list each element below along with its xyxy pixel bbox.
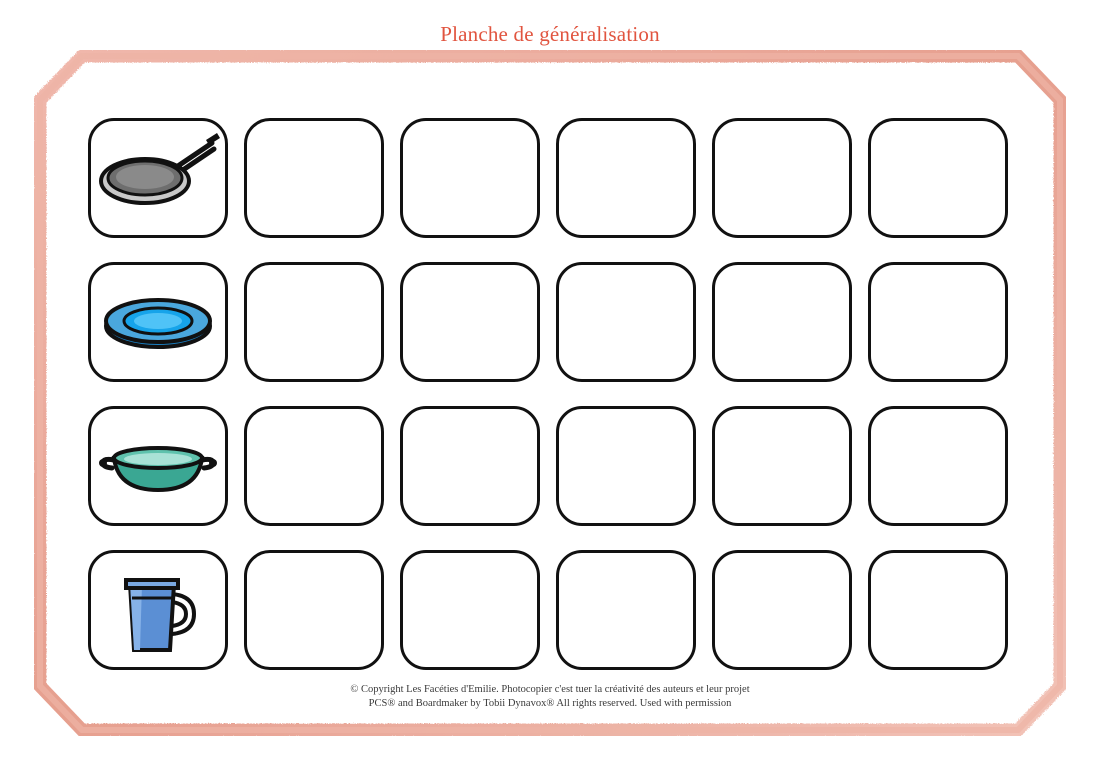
serving-bowl-icon (96, 414, 220, 518)
grid-cell-plate[interactable] (88, 262, 228, 382)
grid-cell-empty[interactable] (244, 406, 384, 526)
grid-cell-empty[interactable] (556, 406, 696, 526)
generalisation-grid (88, 118, 1012, 670)
plate-icon (96, 270, 220, 374)
copyright-footer (0, 683, 1100, 711)
grid-cell-empty[interactable] (244, 118, 384, 238)
grid-cell-empty[interactable] (244, 262, 384, 382)
grid-cell-empty[interactable] (712, 262, 852, 382)
pitcher-icon (96, 558, 220, 662)
grid-cell-empty[interactable] (868, 118, 1008, 238)
grid-cell-empty[interactable] (712, 406, 852, 526)
footer-line-1: © Copyright Les Facéties d'Emilie. Photocopier c'est tuer la créativité des auteurs et leur projet (350, 684, 750, 695)
grid-cell-empty[interactable] (868, 406, 1008, 526)
grid-cell-empty[interactable] (868, 262, 1008, 382)
grid-cell-empty[interactable] (400, 118, 540, 238)
frying-pan-icon (96, 126, 220, 230)
grid-cell-empty[interactable] (868, 550, 1008, 670)
grid-cell-empty[interactable] (556, 262, 696, 382)
grid-cell-empty[interactable] (244, 550, 384, 670)
grid-cell-empty[interactable] (400, 406, 540, 526)
grid-cell-pan[interactable] (88, 118, 228, 238)
grid-cell-empty[interactable] (400, 550, 540, 670)
grid-cell-empty[interactable] (400, 262, 540, 382)
grid-cell-bowl[interactable] (88, 406, 228, 526)
grid-cell-empty[interactable] (556, 118, 696, 238)
grid-cell-pitcher[interactable] (88, 550, 228, 670)
page-title: Planche de généralisation (440, 22, 660, 46)
grid-cell-empty[interactable] (556, 550, 696, 670)
grid-cell-empty[interactable] (712, 118, 852, 238)
grid-cell-empty[interactable] (712, 550, 852, 670)
footer-line-2: PCS® and Boardmaker by Tobii Dynavox® All rights reserved. Used with permission (368, 698, 732, 710)
